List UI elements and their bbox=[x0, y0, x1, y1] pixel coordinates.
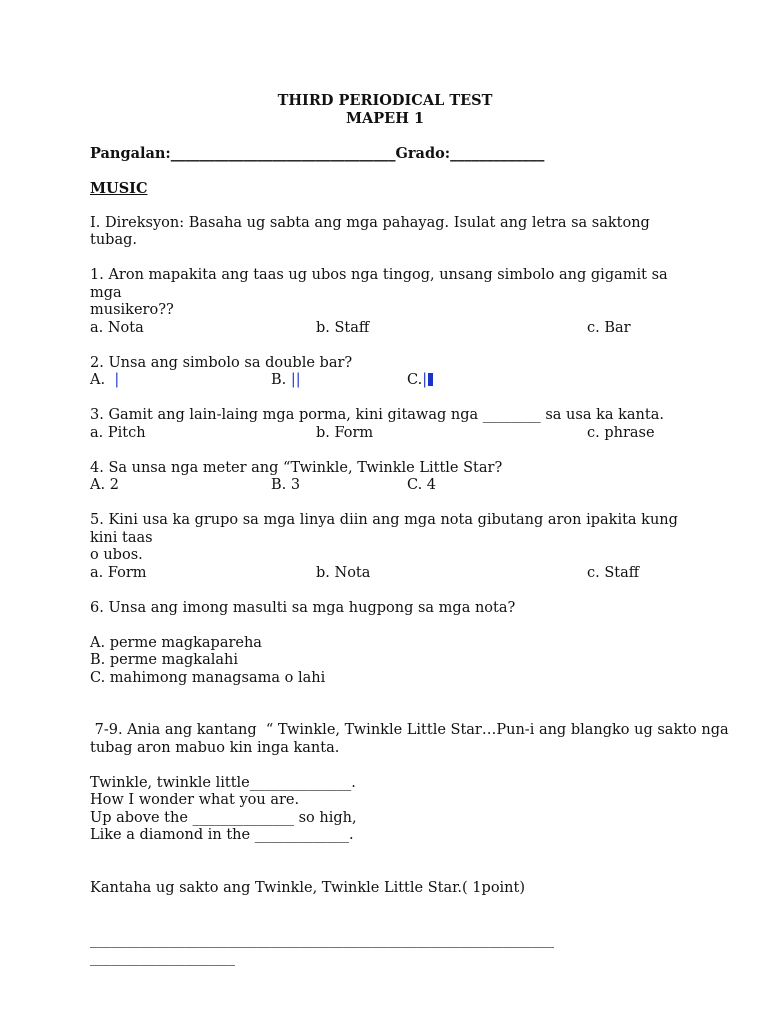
option-a: a. Pitch bbox=[90, 424, 146, 441]
question-text: 2. Unsa ang simbolo sa double bar? bbox=[90, 354, 353, 371]
question-1 bbox=[90, 267, 690, 337]
question-7-9 bbox=[90, 722, 729, 757]
option-a: A. 2 bbox=[90, 477, 119, 493]
option-a bbox=[90, 372, 119, 390]
lyric-line: Up above the ______________ so high, bbox=[90, 809, 357, 826]
option-a: a. Form bbox=[90, 564, 147, 581]
question-text: 5. Kini usa ka grupo sa mga linya diin ang mga nota gibutang aron ipakita kung kini taas bbox=[90, 512, 678, 546]
option-c bbox=[407, 372, 433, 390]
answer-options bbox=[90, 425, 690, 443]
answer-options bbox=[90, 372, 690, 390]
lyric-line: Like a diamond in the _____________. bbox=[90, 827, 354, 843]
question-text: 6. Unsa ang imong masulti sa mga hugpong sa mga nota? bbox=[90, 599, 516, 616]
question-4 bbox=[90, 460, 690, 495]
option-label: A. bbox=[90, 372, 106, 388]
question-text: 7-9. Ania ang kantang “ Twinkle, Twinkle Little Star…Pun-i ang blangko ug sakto nga bbox=[90, 722, 729, 738]
answer-options bbox=[90, 320, 690, 338]
option-c: C. 4 bbox=[407, 477, 437, 493]
option-b: b. Nota bbox=[316, 564, 371, 581]
test-title: THIRD PERIODICAL TEST bbox=[277, 92, 493, 109]
single-bar-symbol: | bbox=[114, 372, 120, 388]
question-text-continued: o ubos. bbox=[90, 547, 143, 563]
final-bar-symbol: | bbox=[422, 372, 428, 388]
option-a: a. Nota bbox=[90, 319, 144, 336]
test-header bbox=[90, 92, 680, 127]
song-lyrics bbox=[90, 775, 690, 845]
option-b bbox=[271, 372, 301, 390]
option-label: C. bbox=[407, 372, 423, 388]
option-c: c. Staff bbox=[587, 564, 640, 581]
option-c: c. phrase bbox=[587, 424, 655, 441]
question-6 bbox=[90, 600, 690, 688]
question-text-continued: musikero?? bbox=[90, 302, 174, 318]
section-heading: MUSIC bbox=[90, 179, 148, 197]
singing-task: Kantaha ug sakto ang Twinkle, Twinkle Little Star.( 1point) bbox=[90, 879, 526, 896]
test-page bbox=[90, 92, 729, 967]
answer-options bbox=[90, 565, 690, 583]
option-c: C. mahimong managsama o lahi bbox=[90, 669, 326, 686]
question-text: 3. Gamit ang lain-laing mga porma, kini gitawag nga ________ sa usa ka kanta. bbox=[90, 407, 664, 423]
instruction-text: I. Direksyon: Basaha ug sabta ang mga pahayag. Isulat ang letra sa saktong tubag. bbox=[90, 214, 650, 248]
lyric-line: Twinkle, twinkle little______________. bbox=[90, 774, 356, 791]
question-5 bbox=[90, 512, 690, 582]
thick-bar-icon bbox=[428, 373, 433, 386]
option-b: B. 3 bbox=[271, 477, 301, 493]
option-b: b. Form bbox=[316, 424, 374, 441]
answer-options bbox=[90, 477, 690, 495]
option-c: c. Bar bbox=[587, 319, 631, 336]
answer-line: ____________________ bbox=[90, 949, 235, 966]
option-b: b. Staff bbox=[316, 319, 370, 336]
question-2 bbox=[90, 355, 690, 390]
question-text: 1. Aron mapakita ang taas ug ubos nga tingog, unsang simbolo ang gigamit sa mga bbox=[90, 267, 668, 301]
question-text: 4. Sa unsa nga meter ang “Twinkle, Twinkle Little Star? bbox=[90, 459, 503, 476]
option-a: A. perme magkapareha bbox=[90, 634, 262, 651]
double-bar-symbol: || bbox=[290, 372, 301, 388]
student-info-line: Pangalan:_______________________________Grado:_____________ bbox=[90, 144, 545, 162]
lyric-line: How I wonder what you are. bbox=[90, 792, 300, 808]
question-3 bbox=[90, 407, 690, 442]
option-label: B. bbox=[271, 372, 287, 388]
option-b: B. perme magkalahi bbox=[90, 652, 238, 668]
answer-line: ________________________________________________________________ bbox=[90, 932, 554, 948]
question-text-continued: tubag aron mabuo kin inga kanta. bbox=[90, 739, 340, 756]
test-subject: MAPEH 1 bbox=[345, 109, 425, 127]
